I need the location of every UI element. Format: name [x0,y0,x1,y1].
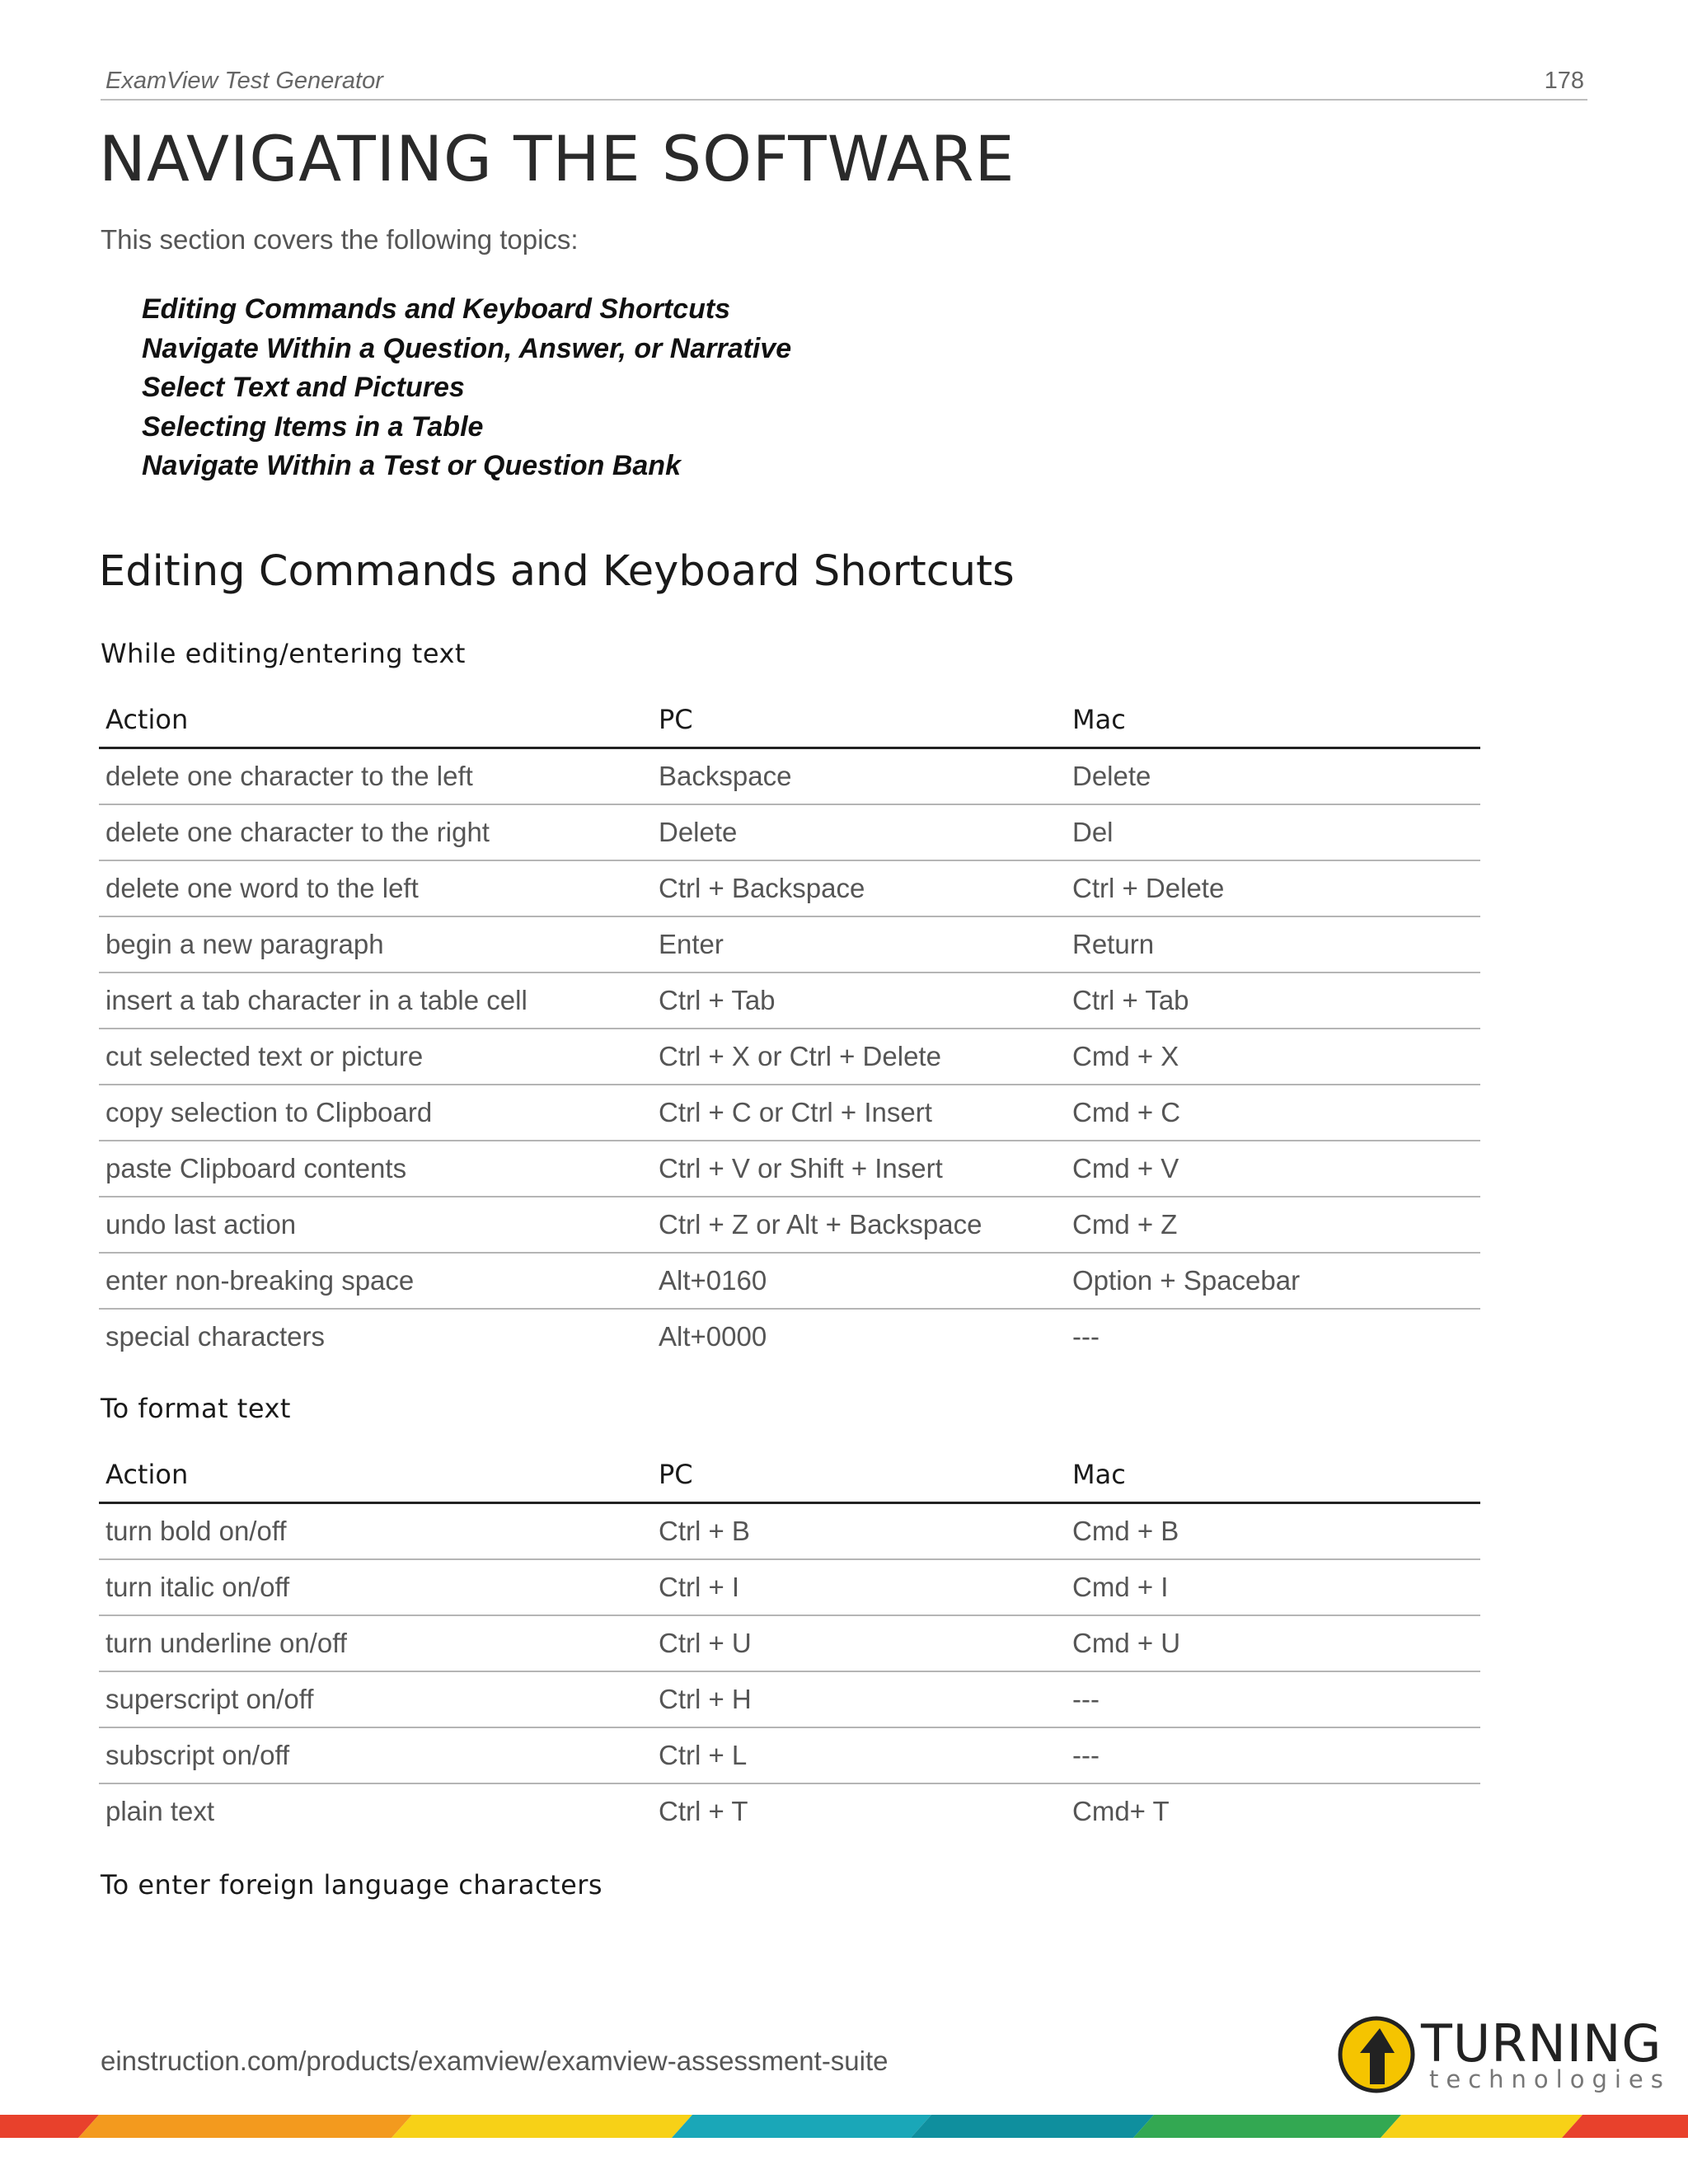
column-header-mac: Mac [1066,692,1480,748]
pc-cell: Ctrl + Tab [652,972,1066,1029]
column-header-mac: Mac [1066,1447,1480,1503]
action-cell: delete one character to the left [99,748,652,805]
action-cell: subscript on/off [99,1727,652,1783]
mac-cell: Delete [1066,748,1480,805]
intro-text: This section covers the following topics: [101,224,579,255]
mac-cell: Return [1066,916,1480,972]
page-title: NAVIGATING THE SOFTWARE [99,122,1015,195]
table-row [99,1141,1480,1197]
action-cell: delete one character to the right [99,804,652,860]
pc-cell: Ctrl + C or Ctrl + Insert [652,1085,1066,1141]
topic-item[interactable]: Editing Commands and Keyboard Shortcuts [142,293,731,325]
action-cell: turn underline on/off [99,1615,652,1671]
format-subheading: To format text [101,1393,291,1424]
mac-cell: Cmd + X [1066,1029,1480,1085]
table-header-row [99,692,1480,748]
mac-cell: Ctrl + Tab [1066,972,1480,1029]
pc-cell: Ctrl + Z or Alt + Backspace [652,1197,1066,1253]
mac-cell: Del [1066,804,1480,860]
mac-cell: --- [1066,1727,1480,1783]
pc-cell: Ctrl + L [652,1727,1066,1783]
mac-cell: --- [1066,1671,1480,1727]
action-cell: turn bold on/off [99,1503,652,1560]
topic-item[interactable]: Select Text and Pictures [142,372,465,403]
pc-cell: Ctrl + U [652,1615,1066,1671]
action-cell: delete one word to the left [99,860,652,916]
logo-subtitle: technologies [1429,2065,1671,2093]
action-cell: paste Clipboard contents [99,1141,652,1197]
footer-color-stripe [0,2115,1688,2138]
topic-item[interactable]: Selecting Items in a Table [142,410,484,443]
table-row [99,1671,1480,1727]
table-row [99,1253,1480,1309]
table-row [99,1197,1480,1253]
column-header-pc: PC [652,692,1066,748]
mac-cell: Cmd + B [1066,1503,1480,1560]
table-row [99,1783,1480,1839]
mac-cell: Cmd + V [1066,1141,1480,1197]
topic-item[interactable]: Navigate Within a Test or Question Bank [142,450,681,481]
mac-cell: --- [1072,1321,1100,1352]
mac-cell: Cmd+ T [1072,1796,1170,1826]
action-cell: plain text [106,1796,215,1826]
topic-list [142,290,791,486]
table-row [99,1727,1480,1783]
action-cell: cut selected text or picture [99,1029,652,1085]
table-row [99,916,1480,972]
table-row [99,860,1480,916]
arrow-up-icon [1337,2015,1416,2094]
column-header-pc: PC [652,1447,1066,1503]
page-number: 178 [1544,68,1584,94]
table-row [99,748,1480,805]
turning-technologies-logo [1337,2013,1671,2097]
pc-cell: Ctrl + V or Shift + Insert [652,1141,1066,1197]
mac-cell: Cmd + C [1066,1085,1480,1141]
table-row [99,804,1480,860]
mac-cell: Option + Spacebar [1066,1253,1480,1309]
table-row [99,972,1480,1029]
mac-cell: Cmd + I [1066,1559,1480,1615]
pc-cell: Ctrl + I [652,1559,1066,1615]
table-row [99,1503,1480,1560]
mac-cell: Cmd + U [1066,1615,1480,1671]
table-row [99,1559,1480,1615]
editing-shortcuts-table [99,692,1480,1364]
action-cell: turn italic on/off [99,1559,652,1615]
pc-cell: Enter [652,916,1066,972]
pc-cell: Alt+0160 [652,1253,1066,1309]
action-cell: superscript on/off [99,1671,652,1727]
topic-item[interactable]: Navigate Within a Question, Answer, or Narrative [142,332,792,364]
table-row [99,1029,1480,1085]
pc-cell: Ctrl + X or Ctrl + Delete [652,1029,1066,1085]
action-cell: copy selection to Clipboard [99,1085,652,1141]
document-title: ExamView Test Generator [106,68,383,94]
table-row [99,1309,1480,1364]
editing-subheading: While editing/entering text [101,638,466,669]
action-cell: enter non-breaking space [99,1253,652,1309]
format-shortcuts-table [99,1447,1480,1839]
action-cell: undo last action [99,1197,652,1253]
pc-cell: Backspace [652,748,1066,805]
foreign-subheading: To enter foreign language characters [101,1869,603,1900]
pc-cell: Alt+0000 [659,1321,767,1352]
footer-url-link[interactable]: einstruction.com/products/examview/examview-assessment-suite [101,2046,889,2076]
mac-cell: Cmd + Z [1066,1197,1480,1253]
mac-cell: Ctrl + Delete [1066,860,1480,916]
column-header-action: Action [99,692,652,748]
table-row [99,1615,1480,1671]
pc-cell: Delete [652,804,1066,860]
table-header-row [99,1447,1480,1503]
running-header [101,63,1587,101]
column-header-action: Action [99,1447,652,1503]
logo-wordmark: TURNING [1421,2013,1662,2074]
table-row [99,1085,1480,1141]
action-cell: insert a tab character in a table cell [99,972,652,1029]
action-cell: special characters [106,1321,325,1352]
pc-cell: Ctrl + H [652,1671,1066,1727]
pc-cell: Ctrl + B [652,1503,1066,1560]
pc-cell: Ctrl + Backspace [652,860,1066,916]
pc-cell: Ctrl + T [659,1796,748,1826]
action-cell: begin a new paragraph [99,916,652,972]
section-title: Editing Commands and Keyboard Shortcuts [99,547,1015,596]
